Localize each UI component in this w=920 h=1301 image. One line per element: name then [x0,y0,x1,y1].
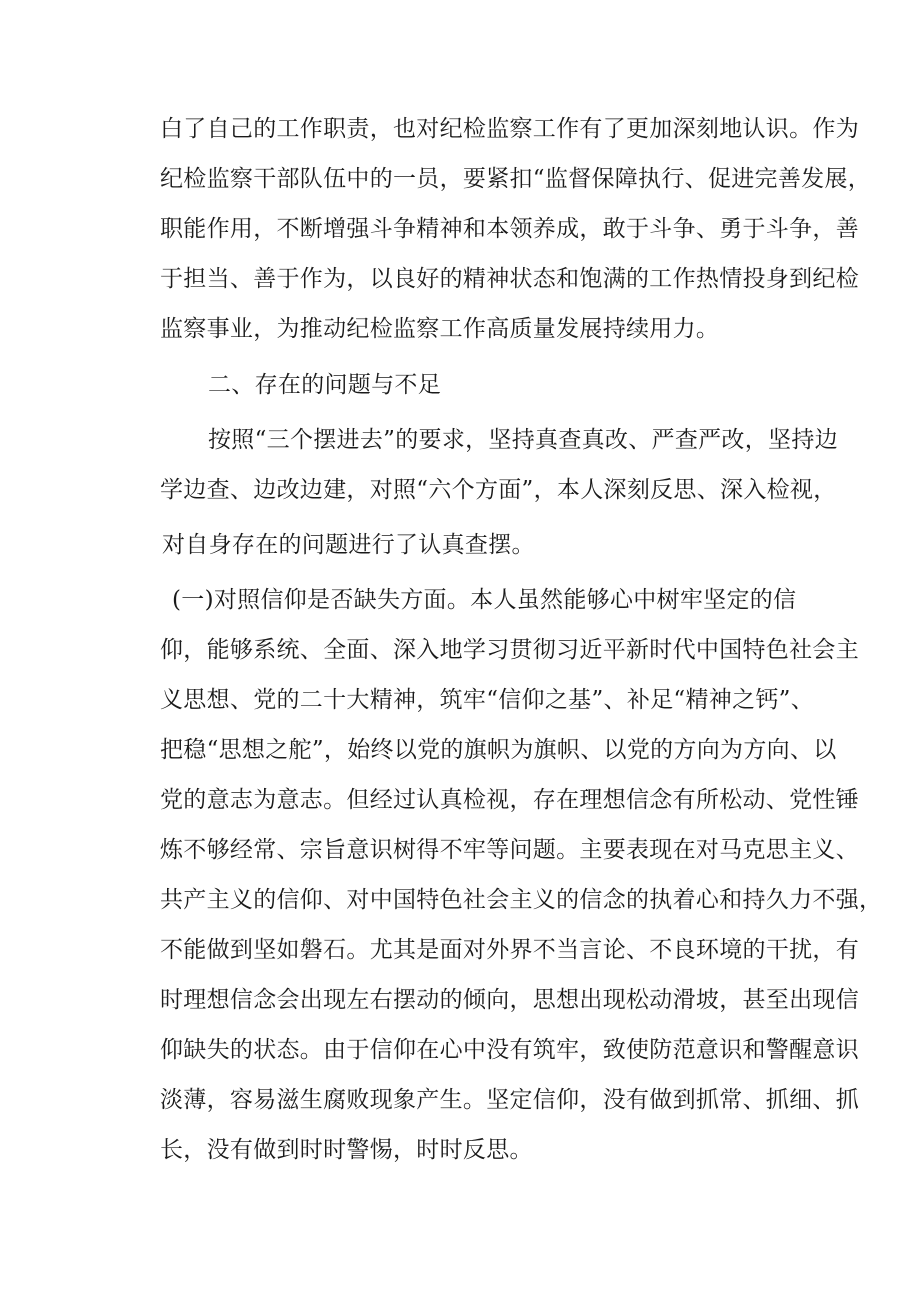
paragraph-3-line-1: (一)对照信仰是否缺失方面。本人虽然能够心中树牢坚定的信 [172,587,797,613]
paragraph-2-line-3: 对自身存在的问题进行了认真查摆。 [162,532,535,558]
paragraph-3-line-3: 义思想、党的二十大精神，筑牢“信仰之基”、补足“精神之钙”、 [160,687,815,713]
paragraph-1-line-1: 白了自己的工作职责，也对纪检监察工作有了更加深刻地认识。作为 [160,116,859,142]
paragraph-3-line-8: 不能做到坚如磐石。尤其是面对外界不当言论、不良环境的干扰，有 [160,937,859,963]
paragraph-3-line-6: 炼不够经常、宗旨意识树得不牢等问题。主要表现在对马克思主义、 [160,837,859,863]
paragraph-3-line-5: 党的意志为意志。但经过认真检视，存在理想信念有所松动、党性锤 [160,787,859,813]
section-heading: 二、存在的问题与不足 [208,372,441,398]
paragraph-1-line-5: 监察事业，为推动纪检监察工作高质量发展持续用力。 [160,316,720,342]
paragraph-3-line-7: 共产主义的信仰、对中国特色社会主义的信念的执着心和持久力不强， [160,887,883,913]
paragraph-1-line-2: 纪检监察干部队伍中的一员，要紧扣“监督保障执行、促进完善发展， [160,166,872,192]
paragraph-3-line-11: 淡薄，容易滋生腐败现象产生。坚定信仰，没有做到抓常、抓细、抓 [160,1087,859,1113]
paragraph-3-line-12: 长，没有做到时时警惕，时时反思。 [160,1137,533,1163]
paragraph-1-line-3: 职能作用，不断增强斗争精神和本领养成，敢于斗争、勇于斗争，善 [160,216,859,242]
paragraph-2-line-1: 按照“三个摆进去”的要求，坚持真查真改、严查严改，坚持边 [208,427,838,453]
paragraph-3-line-10: 仰缺失的状态。由于信仰在心中没有筑牢，致使防范意识和警醒意识 [160,1037,859,1063]
paragraph-2-line-2: 学边查、边改边建，对照“六个方面”，本人深刻反思、深入检视， [160,477,837,503]
paragraph-1-line-4: 于担当、善于作为，以良好的精神状态和饱满的工作热情投身到纪检 [160,266,859,292]
paragraph-3-line-4: 把稳“思想之舵”，始终以党的旗帜为旗帜、以党的方向为方向、以 [160,737,837,763]
paragraph-3-line-2: 仰，能够系统、全面、深入地学习贯彻习近平新时代中国特色社会主 [160,637,859,663]
paragraph-3-line-9: 时理想信念会出现左右摆动的倾向，思想出现松动滑坡，甚至出现信 [160,987,859,1013]
